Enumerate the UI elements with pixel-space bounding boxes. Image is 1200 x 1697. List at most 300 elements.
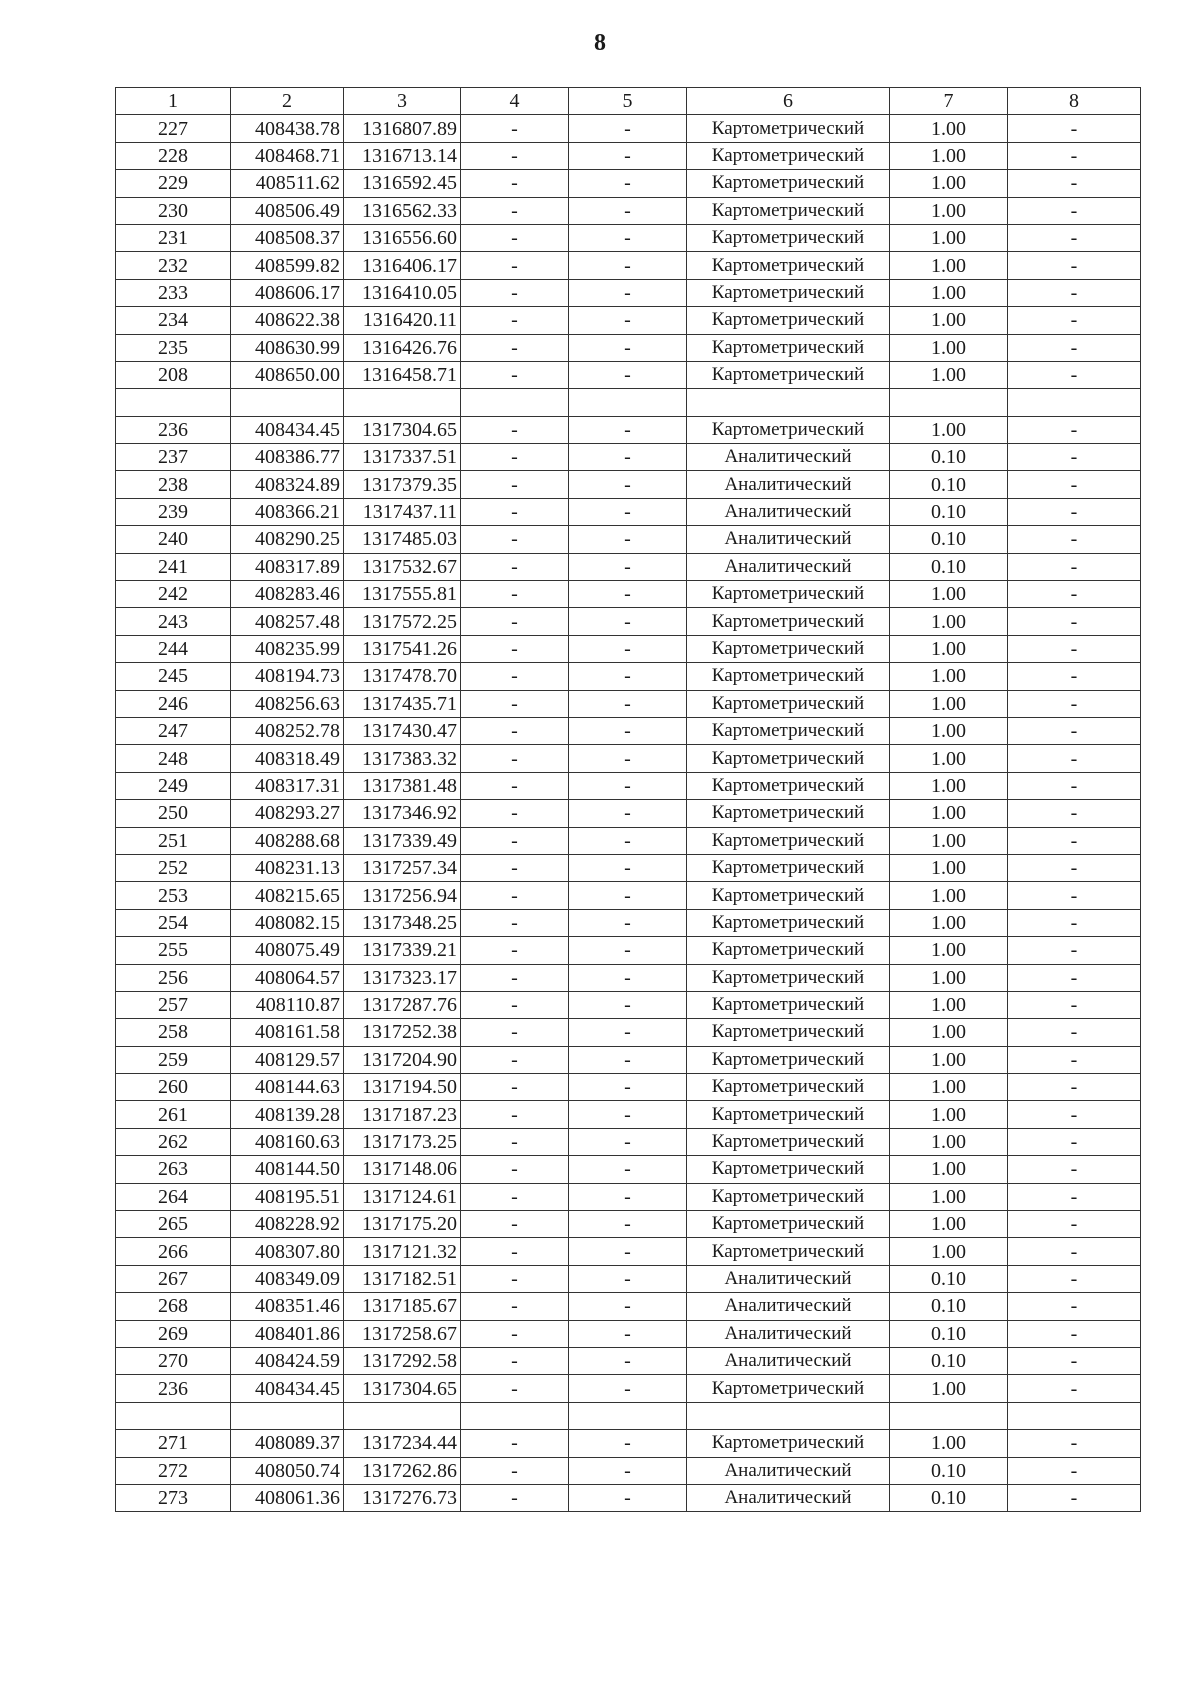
col8-cell: -: [1008, 964, 1141, 991]
col4-cell: -: [461, 1484, 569, 1511]
point-number-cell: 262: [116, 1128, 231, 1155]
col5-cell: -: [569, 252, 687, 279]
table-row: [116, 197, 1141, 224]
table-row: [116, 909, 1141, 936]
accuracy-cell: 1.00: [890, 361, 1008, 388]
point-number-cell: 248: [116, 745, 231, 772]
x-coordinate-cell: 408630.99: [231, 334, 344, 361]
y-coordinate-cell: 1317257.34: [344, 854, 461, 881]
column-header: 5: [569, 88, 687, 115]
col5-cell: -: [569, 170, 687, 197]
table-row: [116, 444, 1141, 471]
x-coordinate-cell: 408257.48: [231, 608, 344, 635]
point-number-cell: 250: [116, 800, 231, 827]
col5-cell: -: [569, 1375, 687, 1402]
col5-cell: -: [569, 444, 687, 471]
x-coordinate-cell: 408351.46: [231, 1293, 344, 1320]
y-coordinate-cell: 1317532.67: [344, 553, 461, 580]
method-cell: Картометрический: [687, 307, 890, 334]
col8-cell: -: [1008, 279, 1141, 306]
point-number-cell: 232: [116, 252, 231, 279]
point-number-cell: 230: [116, 197, 231, 224]
col8-cell: -: [1008, 1293, 1141, 1320]
col5-cell: -: [569, 937, 687, 964]
col5-cell: -: [569, 197, 687, 224]
point-number-cell: 252: [116, 854, 231, 881]
y-coordinate-cell: 1316556.60: [344, 224, 461, 251]
y-coordinate-cell: 1317339.21: [344, 937, 461, 964]
col8-cell: -: [1008, 1375, 1141, 1402]
accuracy-cell: 1.00: [890, 635, 1008, 662]
point-number-cell: 251: [116, 827, 231, 854]
col8-cell: -: [1008, 690, 1141, 717]
empty-cell: [116, 1402, 231, 1429]
empty-cell: [116, 389, 231, 416]
y-coordinate-cell: 1317339.49: [344, 827, 461, 854]
x-coordinate-cell: 408256.63: [231, 690, 344, 717]
table-row: [116, 1347, 1141, 1374]
table-body: [116, 115, 1141, 1512]
point-number-cell: 263: [116, 1156, 231, 1183]
x-coordinate-cell: 408228.92: [231, 1211, 344, 1238]
x-coordinate-cell: 408511.62: [231, 170, 344, 197]
method-cell: Картометрический: [687, 1156, 890, 1183]
y-coordinate-cell: 1317187.23: [344, 1101, 461, 1128]
method-cell: Картометрический: [687, 334, 890, 361]
x-coordinate-cell: 408144.50: [231, 1156, 344, 1183]
point-number-cell: 231: [116, 224, 231, 251]
table-row: [116, 882, 1141, 909]
method-cell: Картометрический: [687, 581, 890, 608]
col8-cell: -: [1008, 1128, 1141, 1155]
y-coordinate-cell: 1317541.26: [344, 635, 461, 662]
y-coordinate-cell: 1317204.90: [344, 1046, 461, 1073]
col8-cell: -: [1008, 1347, 1141, 1374]
method-cell: Картометрический: [687, 635, 890, 662]
table-row: [116, 745, 1141, 772]
accuracy-cell: 0.10: [890, 1293, 1008, 1320]
accuracy-cell: 1.00: [890, 882, 1008, 909]
method-cell: Картометрический: [687, 224, 890, 251]
x-coordinate-cell: 408283.46: [231, 581, 344, 608]
column-header: 3: [344, 88, 461, 115]
accuracy-cell: 1.00: [890, 1430, 1008, 1457]
point-number-cell: 236: [116, 416, 231, 443]
table-row: [116, 1457, 1141, 1484]
method-cell: Картометрический: [687, 827, 890, 854]
col4-cell: -: [461, 772, 569, 799]
col8-cell: -: [1008, 1265, 1141, 1292]
table-row: [116, 1046, 1141, 1073]
accuracy-cell: 1.00: [890, 964, 1008, 991]
y-coordinate-cell: 1317234.44: [344, 1430, 461, 1457]
point-number-cell: 234: [116, 307, 231, 334]
table-row: [116, 1211, 1141, 1238]
column-header: 4: [461, 88, 569, 115]
table-header-row: [116, 88, 1141, 115]
col8-cell: -: [1008, 526, 1141, 553]
col4-cell: -: [461, 1375, 569, 1402]
col4-cell: -: [461, 553, 569, 580]
method-cell: Аналитический: [687, 1293, 890, 1320]
col5-cell: -: [569, 471, 687, 498]
x-coordinate-cell: 408318.49: [231, 745, 344, 772]
x-coordinate-cell: 408050.74: [231, 1457, 344, 1484]
point-number-cell: 264: [116, 1183, 231, 1210]
column-header: 8: [1008, 88, 1141, 115]
empty-cell: [890, 389, 1008, 416]
point-number-cell: 228: [116, 142, 231, 169]
x-coordinate-cell: 408401.86: [231, 1320, 344, 1347]
col5-cell: -: [569, 1265, 687, 1292]
col4-cell: -: [461, 937, 569, 964]
method-cell: Аналитический: [687, 1457, 890, 1484]
col5-cell: -: [569, 635, 687, 662]
point-number-cell: 269: [116, 1320, 231, 1347]
col4-cell: -: [461, 1101, 569, 1128]
col8-cell: -: [1008, 553, 1141, 580]
x-coordinate-cell: 408622.38: [231, 307, 344, 334]
y-coordinate-cell: 1317435.71: [344, 690, 461, 717]
accuracy-cell: 1.00: [890, 142, 1008, 169]
method-cell: Картометрический: [687, 115, 890, 142]
col5-cell: -: [569, 361, 687, 388]
empty-cell: [569, 1402, 687, 1429]
x-coordinate-cell: 408082.15: [231, 909, 344, 936]
accuracy-cell: 1.00: [890, 1183, 1008, 1210]
table-row: [116, 717, 1141, 744]
x-coordinate-cell: 408468.71: [231, 142, 344, 169]
col5-cell: -: [569, 800, 687, 827]
method-cell: Картометрический: [687, 964, 890, 991]
method-cell: Картометрический: [687, 991, 890, 1018]
col4-cell: -: [461, 663, 569, 690]
x-coordinate-cell: 408307.80: [231, 1238, 344, 1265]
col8-cell: -: [1008, 1430, 1141, 1457]
col8-cell: -: [1008, 882, 1141, 909]
col5-cell: -: [569, 498, 687, 525]
point-number-cell: 257: [116, 991, 231, 1018]
col8-cell: -: [1008, 170, 1141, 197]
col4-cell: -: [461, 1238, 569, 1265]
col4-cell: -: [461, 745, 569, 772]
col5-cell: -: [569, 1238, 687, 1265]
accuracy-cell: 1.00: [890, 772, 1008, 799]
accuracy-cell: 1.00: [890, 854, 1008, 881]
col8-cell: -: [1008, 909, 1141, 936]
point-number-cell: 243: [116, 608, 231, 635]
y-coordinate-cell: 1317383.32: [344, 745, 461, 772]
method-cell: Картометрический: [687, 1211, 890, 1238]
col8-cell: -: [1008, 444, 1141, 471]
table-row: [116, 663, 1141, 690]
table-row: [116, 1293, 1141, 1320]
col8-cell: -: [1008, 252, 1141, 279]
accuracy-cell: 0.10: [890, 1484, 1008, 1511]
table-row: [116, 142, 1141, 169]
accuracy-cell: 1.00: [890, 1101, 1008, 1128]
col8-cell: -: [1008, 197, 1141, 224]
y-coordinate-cell: 1317148.06: [344, 1156, 461, 1183]
table-row: [116, 279, 1141, 306]
col8-cell: -: [1008, 1211, 1141, 1238]
point-number-cell: 244: [116, 635, 231, 662]
y-coordinate-cell: 1316410.05: [344, 279, 461, 306]
accuracy-cell: 1.00: [890, 416, 1008, 443]
x-coordinate-cell: 408061.36: [231, 1484, 344, 1511]
y-coordinate-cell: 1317430.47: [344, 717, 461, 744]
col5-cell: -: [569, 663, 687, 690]
point-number-cell: 254: [116, 909, 231, 936]
x-coordinate-cell: 408508.37: [231, 224, 344, 251]
table-row: [116, 1128, 1141, 1155]
accuracy-cell: 1.00: [890, 1238, 1008, 1265]
x-coordinate-cell: 408324.89: [231, 471, 344, 498]
empty-cell: [344, 1402, 461, 1429]
method-cell: Аналитический: [687, 553, 890, 580]
table-row: [116, 1430, 1141, 1457]
col8-cell: -: [1008, 361, 1141, 388]
y-coordinate-cell: 1317252.38: [344, 1019, 461, 1046]
method-cell: Картометрический: [687, 1019, 890, 1046]
point-number-cell: 238: [116, 471, 231, 498]
col5-cell: -: [569, 964, 687, 991]
col4-cell: -: [461, 361, 569, 388]
col5-cell: -: [569, 882, 687, 909]
col4-cell: -: [461, 909, 569, 936]
y-coordinate-cell: 1317256.94: [344, 882, 461, 909]
accuracy-cell: 1.00: [890, 279, 1008, 306]
empty-cell: [1008, 389, 1141, 416]
y-coordinate-cell: 1316406.17: [344, 252, 461, 279]
y-coordinate-cell: 1317437.11: [344, 498, 461, 525]
table-row: [116, 1484, 1141, 1511]
column-header: 2: [231, 88, 344, 115]
col4-cell: -: [461, 1320, 569, 1347]
col4-cell: -: [461, 690, 569, 717]
empty-cell: [890, 1402, 1008, 1429]
accuracy-cell: 1.00: [890, 909, 1008, 936]
x-coordinate-cell: 408288.68: [231, 827, 344, 854]
x-coordinate-cell: 408129.57: [231, 1046, 344, 1073]
col8-cell: -: [1008, 608, 1141, 635]
col5-cell: -: [569, 717, 687, 744]
point-number-cell: 235: [116, 334, 231, 361]
y-coordinate-cell: 1317258.67: [344, 1320, 461, 1347]
column-header: 1: [116, 88, 231, 115]
table-row: [116, 553, 1141, 580]
table-row: [116, 854, 1141, 881]
x-coordinate-cell: 408195.51: [231, 1183, 344, 1210]
method-cell: Картометрический: [687, 772, 890, 799]
col4-cell: -: [461, 882, 569, 909]
col5-cell: -: [569, 1347, 687, 1374]
table-row: [116, 1183, 1141, 1210]
accuracy-cell: 1.00: [890, 334, 1008, 361]
col8-cell: -: [1008, 307, 1141, 334]
y-coordinate-cell: 1317485.03: [344, 526, 461, 553]
table-row: [116, 471, 1141, 498]
col4-cell: -: [461, 1347, 569, 1374]
col4-cell: -: [461, 964, 569, 991]
accuracy-cell: 1.00: [890, 1019, 1008, 1046]
accuracy-cell: 1.00: [890, 581, 1008, 608]
y-coordinate-cell: 1317124.61: [344, 1183, 461, 1210]
point-number-cell: 242: [116, 581, 231, 608]
x-coordinate-cell: 408650.00: [231, 361, 344, 388]
point-number-cell: 259: [116, 1046, 231, 1073]
col8-cell: -: [1008, 937, 1141, 964]
y-coordinate-cell: 1317304.65: [344, 1375, 461, 1402]
y-coordinate-cell: 1317276.73: [344, 1484, 461, 1511]
point-number-cell: 208: [116, 361, 231, 388]
point-number-cell: 267: [116, 1265, 231, 1292]
x-coordinate-cell: 408089.37: [231, 1430, 344, 1457]
empty-cell: [344, 389, 461, 416]
point-number-cell: 241: [116, 553, 231, 580]
accuracy-cell: 1.00: [890, 115, 1008, 142]
col4-cell: -: [461, 498, 569, 525]
point-number-cell: 261: [116, 1101, 231, 1128]
table-row: [116, 964, 1141, 991]
col5-cell: -: [569, 1320, 687, 1347]
col4-cell: -: [461, 1211, 569, 1238]
page-number: 8: [594, 30, 606, 56]
table-row: [116, 1375, 1141, 1402]
accuracy-cell: 1.00: [890, 1074, 1008, 1101]
column-header: 7: [890, 88, 1008, 115]
col4-cell: -: [461, 608, 569, 635]
col5-cell: -: [569, 772, 687, 799]
point-number-cell: 233: [116, 279, 231, 306]
method-cell: Картометрический: [687, 1375, 890, 1402]
method-cell: Картометрический: [687, 1074, 890, 1101]
method-cell: Картометрический: [687, 909, 890, 936]
col8-cell: -: [1008, 635, 1141, 662]
accuracy-cell: 1.00: [890, 800, 1008, 827]
col4-cell: -: [461, 197, 569, 224]
col5-cell: -: [569, 581, 687, 608]
col5-cell: -: [569, 991, 687, 1018]
method-cell: Аналитический: [687, 444, 890, 471]
y-coordinate-cell: 1316592.45: [344, 170, 461, 197]
table-row: [116, 1265, 1141, 1292]
method-cell: Аналитический: [687, 471, 890, 498]
y-coordinate-cell: 1317555.81: [344, 581, 461, 608]
x-coordinate-cell: 408293.27: [231, 800, 344, 827]
table-row: [116, 800, 1141, 827]
accuracy-cell: 0.10: [890, 1457, 1008, 1484]
table-row: [116, 827, 1141, 854]
col4-cell: -: [461, 224, 569, 251]
table-row: [116, 608, 1141, 635]
accuracy-cell: 1.00: [890, 252, 1008, 279]
col4-cell: -: [461, 1430, 569, 1457]
col8-cell: -: [1008, 772, 1141, 799]
y-coordinate-cell: 1316420.11: [344, 307, 461, 334]
y-coordinate-cell: 1317478.70: [344, 663, 461, 690]
table-row: [116, 1019, 1141, 1046]
accuracy-cell: 1.00: [890, 307, 1008, 334]
y-coordinate-cell: 1317185.67: [344, 1293, 461, 1320]
col5-cell: -: [569, 1128, 687, 1155]
separator-row: [116, 1402, 1141, 1429]
col8-cell: -: [1008, 498, 1141, 525]
col5-cell: -: [569, 1293, 687, 1320]
col8-cell: -: [1008, 115, 1141, 142]
point-number-cell: 227: [116, 115, 231, 142]
col4-cell: -: [461, 416, 569, 443]
col5-cell: -: [569, 1183, 687, 1210]
table-row: [116, 581, 1141, 608]
col4-cell: -: [461, 526, 569, 553]
col8-cell: -: [1008, 471, 1141, 498]
method-cell: Картометрический: [687, 197, 890, 224]
col5-cell: -: [569, 1430, 687, 1457]
point-number-cell: 239: [116, 498, 231, 525]
table-row: [116, 224, 1141, 251]
col5-cell: -: [569, 1156, 687, 1183]
y-coordinate-cell: 1317572.25: [344, 608, 461, 635]
x-coordinate-cell: 408194.73: [231, 663, 344, 690]
table-row: [116, 361, 1141, 388]
table-row: [116, 772, 1141, 799]
col5-cell: -: [569, 745, 687, 772]
accuracy-cell: 1.00: [890, 663, 1008, 690]
empty-cell: [687, 389, 890, 416]
method-cell: Картометрический: [687, 717, 890, 744]
accuracy-cell: 0.10: [890, 498, 1008, 525]
y-coordinate-cell: 1316807.89: [344, 115, 461, 142]
table-row: [116, 526, 1141, 553]
col4-cell: -: [461, 142, 569, 169]
point-number-cell: 245: [116, 663, 231, 690]
col4-cell: -: [461, 1156, 569, 1183]
col8-cell: -: [1008, 334, 1141, 361]
y-coordinate-cell: 1316458.71: [344, 361, 461, 388]
x-coordinate-cell: 408290.25: [231, 526, 344, 553]
method-cell: Картометрический: [687, 1046, 890, 1073]
method-cell: Аналитический: [687, 1320, 890, 1347]
y-coordinate-cell: 1317348.25: [344, 909, 461, 936]
accuracy-cell: 0.10: [890, 444, 1008, 471]
col5-cell: -: [569, 115, 687, 142]
point-number-cell: 247: [116, 717, 231, 744]
col5-cell: -: [569, 526, 687, 553]
accuracy-cell: 0.10: [890, 1265, 1008, 1292]
col8-cell: -: [1008, 142, 1141, 169]
col8-cell: -: [1008, 1074, 1141, 1101]
col8-cell: -: [1008, 663, 1141, 690]
col4-cell: -: [461, 1046, 569, 1073]
method-cell: Картометрический: [687, 937, 890, 964]
empty-cell: [231, 1402, 344, 1429]
table-row: [116, 937, 1141, 964]
method-cell: Картометрический: [687, 1101, 890, 1128]
col8-cell: -: [1008, 1238, 1141, 1265]
x-coordinate-cell: 408215.65: [231, 882, 344, 909]
empty-cell: [569, 389, 687, 416]
table-row: [116, 1074, 1141, 1101]
method-cell: Аналитический: [687, 498, 890, 525]
point-number-cell: 256: [116, 964, 231, 991]
accuracy-cell: 1.00: [890, 608, 1008, 635]
col5-cell: -: [569, 854, 687, 881]
accuracy-cell: 1.00: [890, 1375, 1008, 1402]
x-coordinate-cell: 408438.78: [231, 115, 344, 142]
point-number-cell: 265: [116, 1211, 231, 1238]
y-coordinate-cell: 1317287.76: [344, 991, 461, 1018]
